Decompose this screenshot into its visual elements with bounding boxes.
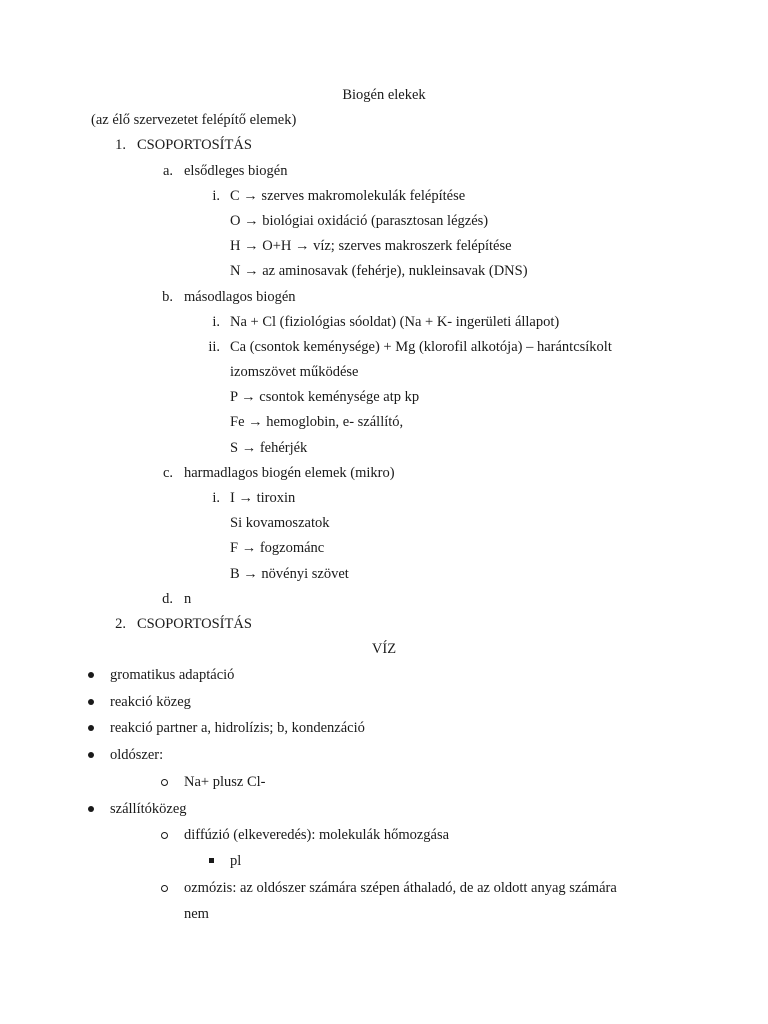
list-letter: c. [162,465,173,481]
list-item: H → O+H → víz; szerves makroszerk felépítése [230,238,512,254]
list-number: 1. [115,137,126,153]
list-item-label: elsődleges biogén [184,163,288,179]
list-number: 2. [115,616,126,632]
list-roman: ii. [208,339,220,355]
list-item: O → biológiai oxidáció (parasztosan légzés) [230,213,489,229]
list-item: I → tiroxin [230,490,296,506]
bullet-item: gromatikus adaptáció [110,667,235,683]
list-item: C → szerves makromolekulák felépítése [230,188,466,204]
subtitle: (az élő szervezetet felépítő elemek) [91,112,297,128]
section-heading: CSOPORTOSÍTÁS [137,616,252,632]
circle-bullet-icon [161,779,168,786]
list-letter: a. [162,163,173,179]
bullet-item: szállítóközeg [110,801,187,817]
list-letter: d. [162,591,173,607]
bullet-icon [88,725,94,731]
list-item: P → csontok keménysége atp kp [230,389,420,405]
list-item: Si kovamoszatok [230,515,330,531]
list-item-label: harmadlagos biogén elemek (mikro) [184,465,395,481]
viz-heading: VÍZ [371,641,397,657]
sub-sub-bullet-item: pl [230,853,242,869]
sub-bullet-item: diffúzió (elkeveredés): molekulák hőmozgása [184,827,450,843]
list-item: B → növényi szövet [230,566,349,582]
list-item: Fe → hemoglobin, e- szállító, [230,414,404,430]
list-item: N → az aminosavak (fehérje), nukleinsavak (DNS) [230,263,528,279]
bullet-item: reakció közeg [110,694,191,710]
bullet-icon [88,699,94,705]
list-item: izomszövet működése [230,364,359,380]
list-roman: i. [212,188,220,204]
bullet-icon [88,672,94,678]
circle-bullet-icon [161,885,168,892]
list-item: Na + Cl (fiziológias sóoldat) (Na + K- ingerületi állapot) [230,314,560,330]
sub-bullet-item: ozmózis: az oldószer számára szépen áthaladó, de az oldott anyag számára [184,880,617,896]
square-bullet-icon [209,858,214,863]
sub-bullet-item-continuation: nem [184,906,209,922]
list-item-label: n [184,591,192,607]
section-heading: CSOPORTOSÍTÁS [137,137,252,153]
list-roman: i. [212,314,220,330]
bullet-item: reakció partner a, hidrolízis; b, kondenzáció [110,720,365,736]
bullet-icon [88,806,94,812]
circle-bullet-icon [161,832,168,839]
list-item: S → fehérjék [230,440,308,456]
page-title: Biogén elekek [342,87,426,103]
list-item-label: másodlagos biogén [184,289,296,305]
bullet-item: oldószer: [110,747,164,763]
sub-bullet-item: Na+ plusz Cl- [184,774,266,790]
list-item: Ca (csontok keménysége) + Mg (klorofil alkotója) – harántcsíkolt [230,339,612,355]
bullet-icon [88,752,94,758]
list-roman: i. [212,490,220,506]
list-letter: b. [162,289,173,305]
list-item: F → fogzománc [230,540,325,556]
